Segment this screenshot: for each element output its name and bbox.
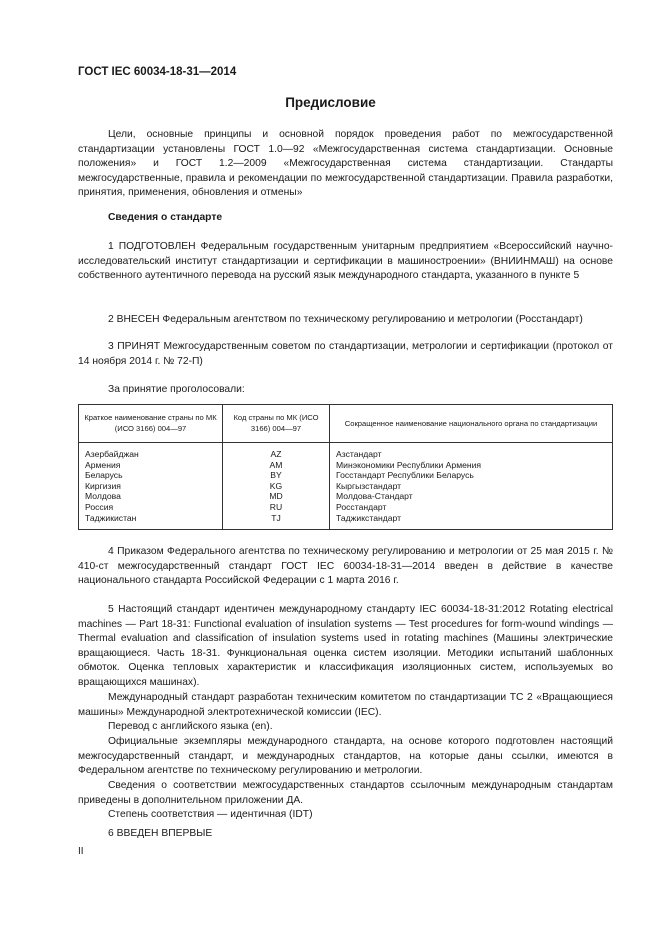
country-name-cell: Молдова (79, 491, 223, 502)
about-standard-heading: Сведения о стандарте (108, 212, 223, 223)
table-row (79, 460, 613, 471)
table-row (79, 513, 613, 530)
country-name-cell: Беларусь (79, 470, 223, 481)
item-4-paragraph: 4 Приказом Федерального агентства по техническому регулированию и метрологии от 25 мая 2015 г. № 410-ст межгосударственный стандарт ГОСТ IEC 60034-18-31—2014 введен в действие в качестве национального стандарта Российской Федерации с 1 марта 2016 г. (78, 546, 613, 587)
header-standards-body: Сокращенное наименование национального органа по стандартизации (330, 405, 613, 443)
country-name-cell: Таджикистан (79, 513, 223, 530)
voted-label: За принятие проголосовали: (108, 384, 245, 395)
document-code: ГОСТ IEC 60034-18-31—2014 (78, 66, 237, 78)
country-name-cell: Киргизия (79, 481, 223, 492)
header-country-code: Код страны по МК (ИСО 3166) 004—97 (223, 405, 330, 443)
standards-body-cell: Молдова-Стандарт (330, 491, 613, 502)
header-country-name: Краткое наименование страны по МК (ИСО 3166) 004—97 (79, 405, 223, 443)
voting-table-header-row (79, 405, 613, 443)
item-1-paragraph: 1 ПОДГОТОВЛЕН Федеральным государственным унитарным предприятием «Всероссийский научно-исследовательский институт стандартизации и сертификации в машиностроении» (ВНИИНМАШ) на основе собственного аутентичного перевода на русский язык международного стандарта, указанного в пункте 5 (78, 241, 613, 282)
item-5-developer-paragraph: Международный стандарт разработан техническим комитетом по стандартизации ТС 2 «Вращающиеся машины» Международной электротехнической комиссии (IEC). (78, 692, 613, 718)
standards-body-cell: Минэкономики Республики Армения (330, 460, 613, 471)
country-code-cell: RU (223, 502, 330, 513)
item-3-paragraph: 3 ПРИНЯТ Межгосударственным советом по стандартизации, метрологии и сертификации (протокол от 14 ноября 2014 г. № 72-П) (78, 341, 613, 367)
standards-body-cell: Росстандарт (330, 502, 613, 513)
table-row (79, 481, 613, 492)
standards-body-cell: Госстандарт Республики Беларусь (330, 470, 613, 481)
item-6-line: 6 ВВЕДЕН ВПЕРВЫЕ (108, 828, 213, 839)
standards-body-cell: Таджикстандарт (330, 513, 613, 530)
item-5-degree-paragraph: Степень соответствия — идентичная (IDT) (108, 809, 313, 820)
country-name-cell: Азербайджан (79, 443, 223, 460)
table-row (79, 470, 613, 481)
country-code-cell: AZ (223, 443, 330, 460)
item-5-correspondence-paragraph: Сведения о соответствии межгосударственных стандартов ссылочным международным стандартам приведены в дополнительном приложении ДА. (78, 780, 613, 806)
item-5-translation-paragraph: Перевод с английского языка (en). (108, 721, 273, 732)
item-5-copies-paragraph: Официальные экземпляры международного стандарта, на основе которого подготовлен настоящий межгосударственный стандарт, и международных стандартов, на которые даны ссылки, имеются в Федеральном агентстве по техническому регулированию и метрологии. (78, 736, 613, 777)
item-5-paragraph: 5 Настоящий стандарт идентичен международному стандарту IEC 60034-18-31:2012 Rotating electrical machines — Part 18-31: Functional evaluation of insulation systems — Test procedures for form-wound windings — Thermal evaluation and classification of insulation systems used in rotating machines (Машины электрические вращающиеся. Часть 18-31. Функциональная оценка систем изоляции. Методики испытаний шаблонных обмоток. Оценка тепловых характеристик и классификация изоляционных систем, используемых во вращающихся машинах). (78, 604, 613, 688)
country-code-cell: BY (223, 470, 330, 481)
voting-table (78, 404, 613, 530)
country-code-cell: MD (223, 491, 330, 502)
item-2-paragraph: 2 ВНЕСЕН Федеральным агентством по техническому регулированию и метрологии (Росстандарт) (108, 314, 583, 325)
page-title: Предисловие (285, 95, 376, 110)
country-code-cell: AM (223, 460, 330, 471)
table-row (79, 502, 613, 513)
country-code-cell: TJ (223, 513, 330, 530)
standards-body-cell: Кыргызстандарт (330, 481, 613, 492)
table-row (79, 491, 613, 502)
standards-body-cell: Азстандарт (330, 443, 613, 460)
country-name-cell: Армения (79, 460, 223, 471)
page-number: II (78, 846, 84, 857)
intro-paragraph: Цели, основные принципы и основной порядок проведения работ по межгосударственной стандартизации установлены ГОСТ 1.0—92 «Межгосударственная система стандартизации. Основные положения» и ГОСТ 1.2—2009 «Межгосударственная система стандартизации. Стандарты межгосударственные, правила и рекомендации по межгосударственной стандартизации. Правила разработки, принятия, применения, обновления и отмены» (78, 129, 613, 199)
country-code-cell: KG (223, 481, 330, 492)
table-row (79, 443, 613, 460)
country-name-cell: Россия (79, 502, 223, 513)
